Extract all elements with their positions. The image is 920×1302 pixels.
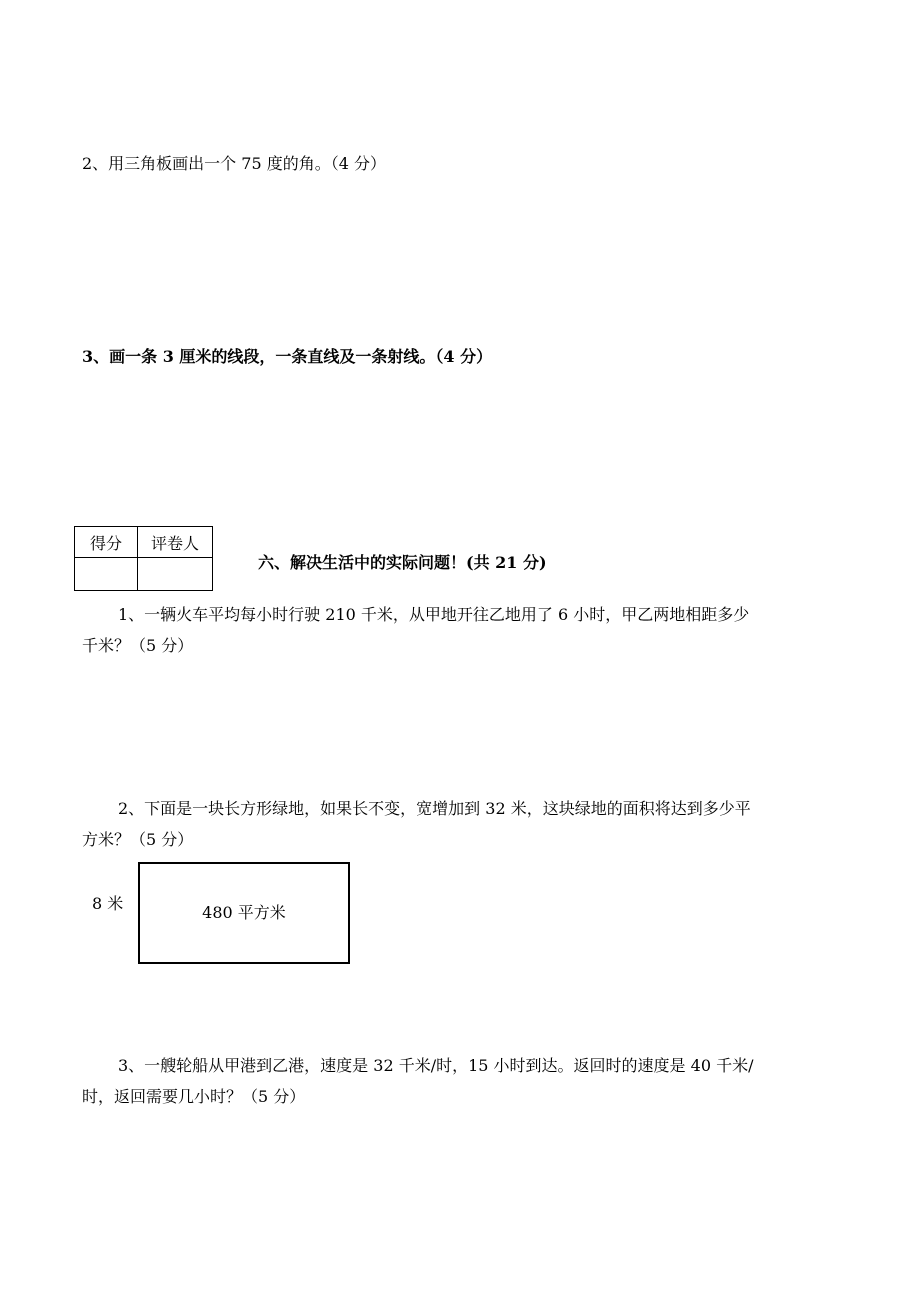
score-header: 得分 bbox=[75, 527, 138, 558]
score-table bbox=[74, 526, 213, 591]
question-6-2-line1: 2、下面是一块长方形绿地，如果长不变，宽增加到 32 米，这块绿地的面积将达到多少平 bbox=[118, 799, 751, 818]
grader-header: 评卷人 bbox=[138, 527, 213, 558]
question-6-1-line1: 1、一辆火车平均每小时行驶 210 千米，从甲地开往乙地用了 6 小时，甲乙两地相距多少 bbox=[118, 605, 750, 624]
section-6-title: 六、解决生活中的实际问题！(共 21 分) bbox=[258, 553, 547, 572]
question-6-3-line2: 时，返回需要几小时？（5 分） bbox=[82, 1087, 306, 1106]
question-6-3-line1: 3、一艘轮船从甲港到乙港，速度是 32 千米/时，15 小时到达。返回时的速度是 40 千米/ bbox=[118, 1056, 754, 1075]
question-6-1-line2: 千米？（5 分） bbox=[82, 636, 194, 655]
question-5-2: 2、用三角板画出一个 75 度的角。（4 分） bbox=[82, 154, 386, 173]
score-cell bbox=[75, 558, 138, 591]
rectangle-width-label: 8 米 bbox=[92, 894, 124, 913]
question-5-3: 3、画一条 3 厘米的线段，一条直线及一条射线。（4 分） bbox=[82, 347, 493, 366]
grader-cell bbox=[138, 558, 213, 591]
question-6-2-line2: 方米？（5 分） bbox=[82, 830, 194, 849]
rectangle-area-label: 480 平方米 bbox=[202, 903, 286, 922]
rectangle-figure bbox=[138, 862, 350, 964]
